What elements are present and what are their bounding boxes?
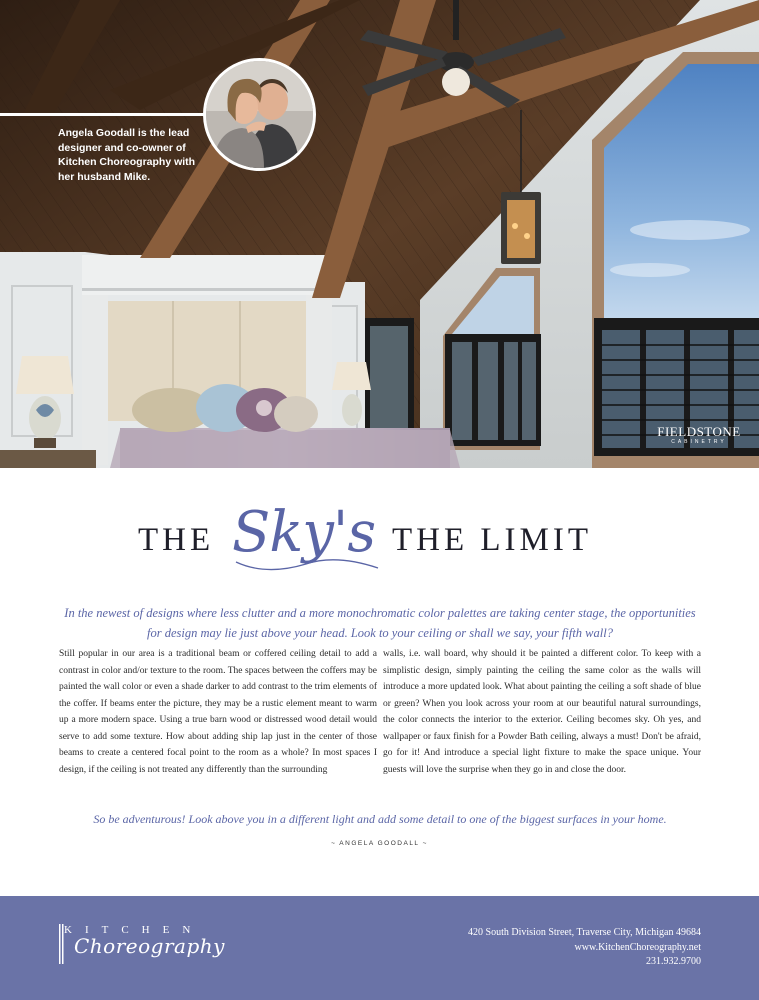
portrait-illustration: [206, 61, 313, 168]
title-script: Sky's: [232, 500, 376, 565]
footer-band: [0, 896, 759, 1000]
article-column-right: walls, i.e. wall board, why should it be painted a different color. To keep with a simplistic design, simply painting the ceiling the same color as the walls will introduce a more updated look. What about painting the ceiling a soft shade of blue or green? When you look across your room at our beautiful natural surroundings, the color connects the interior to the exterior. Ceiling becomes sky. Oh yes, and wallpaper or faux finish for a Powder Bath ceiling, always a must! Don't be afraid, go for it! And introduce a special light fixture to make the space unique. Your guests will love the surprise when they go in and close the door.: [383, 649, 701, 775]
contact-phone: 231.932.9700: [646, 956, 701, 967]
logo-script-text: Choreography: [74, 934, 225, 958]
contact-address: 420 South Division Street, Traverse City, Michigan 49684: [468, 927, 701, 938]
logo-kitchen-text: KITCHEN: [64, 924, 204, 936]
kitchen-choreography-logo: [58, 922, 223, 972]
fieldstone-logo: [656, 425, 742, 446]
article-closing: So be adventurous! Look above you in a different light and add some detail to one of the biggest surfaces in your home.: [93, 812, 667, 826]
article-byline: ~ ANGELA GOODALL ~: [331, 840, 428, 847]
bedroom-illustration: [0, 0, 759, 468]
title-the-limit: THE LIMIT: [392, 522, 593, 558]
designer-portrait: [203, 58, 316, 171]
fieldstone-logo-sub: CABINETRY: [671, 439, 727, 445]
contact-website[interactable]: www.KitchenChoreography.net: [574, 941, 701, 953]
contact-block: [468, 926, 701, 970]
article-column-left: Still popular in our area is a traditional beam or coffered ceiling detail to add a contrast in color and/or texture to the room. The spaces between the coffers may be painted the wall color or even a shade darker to add contrast to the trim elements of the coffer. If beams enter the picture, they may be a rustic element meant to warm up a more modern space. Using a true barn wood or distressed wood detail would serve to add some texture. How about adding ship lap just in the center of those beams to create a centered focal point to the room as a whole? In most spaces I design, if the ceiling is not treated any differently than the surrounding: [59, 649, 377, 775]
title-flourish: [232, 552, 382, 572]
article-title: [0, 500, 759, 580]
caption-rule: [0, 113, 206, 116]
hero-photo: [0, 0, 759, 468]
article-intro: In the newest of designs where less clutter and a more monochromatic color palettes are taking center stage, the opportunities for design may lie just above your head. Look to your ceiling or shall we say, your fifth wall?: [64, 605, 696, 640]
photo-caption: Angela Goodall is the lead designer and co-owner of Kitchen Choreography with her husband Mike.: [58, 127, 196, 183]
title-the: THE: [138, 522, 215, 558]
fieldstone-logo-main: FIELDSTONE: [657, 424, 741, 439]
